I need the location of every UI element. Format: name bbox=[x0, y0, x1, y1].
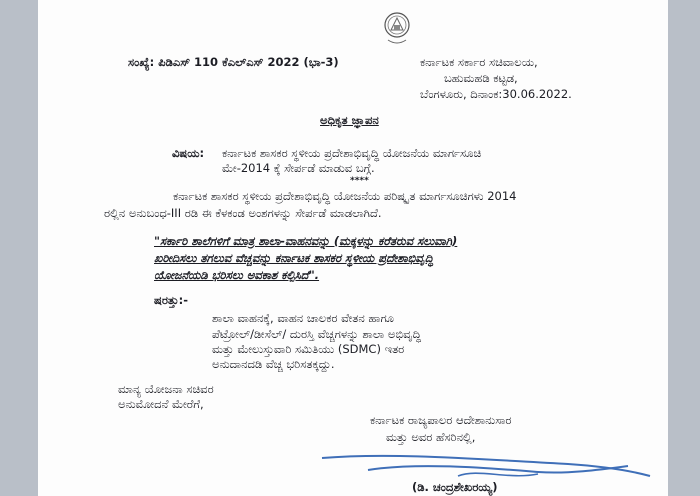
approval-line-2: ಅನುಮೋದನೆ ಮೇರೆಗೆ, bbox=[118, 397, 204, 411]
condition-label: ಷರತ್ತು:- bbox=[154, 293, 189, 307]
condition-line-1: ಶಾಲಾ ವಾಹನಕ್ಕೆ, ವಾಹನ ಚಾಲಕರ ವೇತನ ಹಾಗೂ bbox=[212, 311, 394, 325]
signoff-line-1: ಕರ್ನಾಟಕ ರಾಜ್ಯಪಾಲರ ಆದೇಶಾನುಸಾರ bbox=[370, 413, 512, 427]
page-title: ಅಧಿಕೃತ ಜ್ಞಾಪನ bbox=[320, 113, 379, 127]
quote-line-3: ಯೋಜನೆಯಡಿ ಭರಿಸಲು ಅವಕಾಶ ಕಲ್ಪಿಸಿದೆ". bbox=[154, 268, 320, 282]
memo-date: ಬೆಂಗಳೂರು, ದಿನಾಂಕ:30.06.2022. bbox=[420, 87, 572, 101]
signoff-line-2: ಮತ್ತು ಅವರ ಹೆಸರಿನಲ್ಲಿ, bbox=[386, 430, 476, 444]
condition-line-4: ಅನುದಾನದಡಿ ವೆಚ್ಚ ಭರಿಸತಕ್ಕದ್ದು. bbox=[212, 357, 335, 371]
separator: **** bbox=[350, 176, 369, 186]
subject-line-2: ಮೇ-2014 ಕ್ಕೆ ಸೇರ್ಪಡೆ ಮಾಡುವ ಬಗ್ಗೆ. bbox=[222, 161, 375, 175]
quote-line-1: "ಸರ್ಕಾರಿ ಶಾಲೆಗಳಿಗೆ ಮಾತ್ರ ಶಾಲಾ-ವಾಹನವನ್ನು (ಮಕ್ಕಳನ್ನು ಕರೆತರುವ ಸಲುವಾಗಿ) bbox=[154, 234, 458, 248]
handwritten-signature bbox=[38, 0, 668, 496]
condition-line-2: ಪೆಟ್ರೋಲ್/ಡೀಸೆಲ್/ ದುರಸ್ತಿ ವೆಚ್ಚಗಳನ್ನು ಶಾಲಾ ಅಭಿವೃದ್ಧಿ bbox=[212, 327, 421, 341]
para1-line-1: ಕರ್ನಾಟಕ ಶಾಸಕರ ಸ್ಥಳೀಯ ಪ್ರದೇಶಾಭಿವೃದ್ಧಿ ಯೋಜನೆಯ ಪರಿಷ್ಕೃತ ಮಾರ್ಗಸೂಚಿಗಳು 2014 bbox=[173, 189, 517, 203]
signer-name: (ಡಿ. ಚಂದ್ರಶೇಖರಯ್ಯ) bbox=[412, 480, 498, 494]
subject-line-1: ಕರ್ನಾಟಕ ಶಾಸಕರ ಸ್ಥಳೀಯ ಪ್ರದೇಶಾಭಿವೃದ್ಧಿ ಯೋಜನೆಯ ಮಾರ್ಗಸೂಚಿ bbox=[222, 146, 482, 160]
quote-line-2: ಖರೀದಿಸಲು ತಗಲುವ ವೆಚ್ಚವನ್ನು ಕರ್ನಾಟಕ ಶಾಸಕರ ಸ್ಥಳೀಯ ಪ್ರದೇಶಾಭಿವೃದ್ಧಿ bbox=[154, 251, 434, 265]
subject-label: ವಿಷಯ: bbox=[172, 146, 205, 160]
office-line-1: ಕರ್ನಾಟಕ ಸರ್ಕಾರ ಸಚಿವಾಲಯ, bbox=[420, 55, 538, 69]
office-line-2: ಬಹುಮಹಡಿ ಕಟ್ಟಡ, bbox=[444, 71, 518, 85]
condition-line-3: ಮತ್ತು ಮೇಲುಸ್ತುವಾರಿ ಸಮಿತಿಯು (SDMC) ಇತರ bbox=[212, 342, 405, 356]
approval-line-1: ಮಾನ್ಯ ಯೋಜನಾ ಸಚಿವರ bbox=[118, 382, 214, 396]
para1-line-2: ರಲ್ಲಿನ ಅನುಬಂಧ-III ರಡಿ ಈ ಕೆಳಕಂಡ ಅಂಶಗಳನ್ನು ಸೇರ್ಪಡೆ ಮಾಡಲಾಗಿದೆ. bbox=[104, 206, 382, 220]
memo-page bbox=[38, 0, 668, 496]
order-number: ಸಂಖ್ಯೆ: ಪಿಡಿಎಸ್ 110 ಕೆಎಲ್ಎಸ್ 2022 (ಭಾ-3) bbox=[128, 55, 339, 69]
